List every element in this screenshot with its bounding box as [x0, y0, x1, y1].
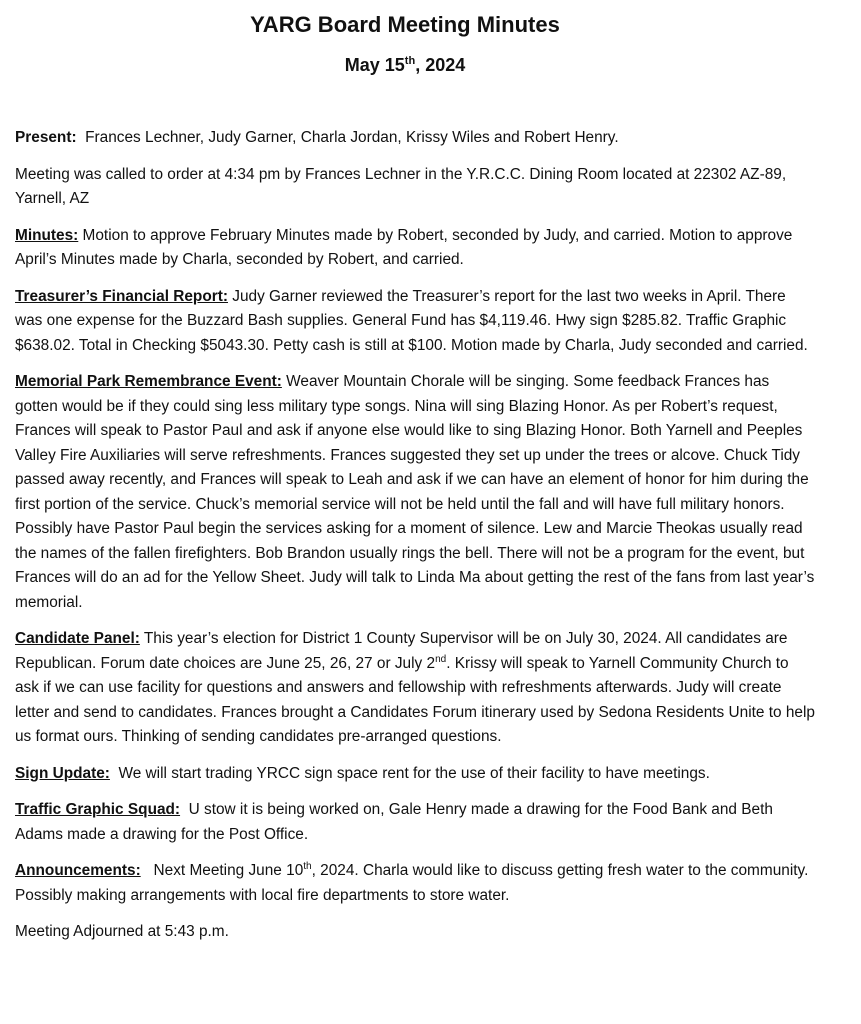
announcements-text-continued: , 2024. Charla would like to discuss getting fresh water to the community. Possibly making arrangements with local fire departments to store water. — [15, 862, 809, 904]
announcements-text: Next Meeting June 10 — [140, 862, 304, 879]
candidate-text-continued: . Krissy will speak to Yarnell Community Church to ask if we can use facility for questions and answers and fellowship with refreshments afterwards. Judy will create letter and send to candidates. Frances brought a Candidates Forum itinerary used by Sedona Residents Unite to help us format ours. Thinking of sending candidates pre-arranged questions. — [15, 654, 815, 745]
candidate-date-suffix: nd — [435, 653, 447, 665]
announcements-label: Announcements: — [15, 862, 141, 879]
announcements-paragraph — [15, 859, 815, 908]
treasurer-paragraph — [15, 285, 815, 359]
present-text: Frances Lechner, Judy Garner, Charla Jordan, Krissy Wiles and Robert Henry. — [76, 129, 619, 146]
sign-update-text: We will start trading YRCC sign space rent for the use of their facility to have meetings. — [109, 764, 710, 782]
treasurer-text: Judy Garner reviewed the Treasurer’s report for the last two weeks in April. There was one expense for the Buzzard Bash supplies. General Fund has $4,119.46. Hwy sign $285.82. Traffic Graphic $638.02. Total in Checking $5043.30. Petty cash is still at $100. Motion made by Charla, Judy seconded and carried. — [15, 287, 808, 354]
memorial-label: Memorial Park Remembrance Event: — [15, 373, 282, 390]
traffic-text: U stow it is being worked on, Gale Henry made a drawing for the Food Bank and Beth Adams made a drawing for the Post Office. — [15, 801, 777, 843]
minutes-label: Minutes: — [15, 226, 79, 244]
present-label: Present: — [15, 129, 77, 146]
candidate-paragraph — [15, 627, 815, 750]
memorial-paragraph — [15, 370, 815, 615]
minutes-body — [15, 126, 815, 957]
announcements-date-suffix: th — [303, 860, 312, 872]
traffic-paragraph — [15, 798, 815, 847]
sign-update-label: Sign Update: — [15, 764, 110, 782]
minutes-text: Motion to approve February Minutes made by Robert, seconded by Judy, and carried. Motion to approve April’s Minutes made by Charla, seconded by Robert, and carried. — [15, 226, 793, 268]
date-text: May 15 — [344, 55, 405, 75]
treasurer-label: Treasurer’s Financial Report: — [15, 287, 228, 305]
date-year: , 2024 — [415, 55, 466, 75]
present-paragraph — [15, 126, 815, 151]
memorial-text: Weaver Mountain Chorale will be singing. Some feedback Frances has gotten would be if they could sing less military type songs. Nina will sing Blazing Honor. As per Robert’s request, Frances will speak to Pastor Paul and ask if anyone else would like to sing Blazing Honor. Both Yarnell and Peeples Valley Fire Auxiliaries will serve refreshments. Frances suggested they set up under the trees or alcove. Chuck Tidy passed away recently, and Frances will speak to Leah and ask if we can have an element of honor for him during the first portion of the service. Chuck’s memorial service will not be held until the fall and will have full military honors. Possibly have Pastor Paul begin the services asking for a moment of silence. Lew and Marcie Theokas usually read the names of the fallen firefighters. Bob Brandon usually rings the bell. There will not be a program for the event, but Frances will do an ad for the Yellow Sheet. Judy will talk to Linda Ma about getting the rest of the fans from last year’s memorial. — [15, 373, 815, 611]
traffic-label: Traffic Graphic Squad: — [15, 801, 181, 818]
document-date — [0, 52, 810, 78]
candidate-text: This year’s election for District 1 County Supervisor will be on July 30, 2024. All candidates are Republican. Forum date choices are June 25, 26, 27 or July 2 — [15, 630, 788, 672]
date-suffix: th — [404, 55, 416, 67]
adjourned-paragraph: Meeting Adjourned at 5:43 p.m. — [15, 923, 229, 940]
sign-update-paragraph — [15, 762, 815, 787]
call-to-order-paragraph: Meeting was called to order at 4:34 pm by Frances Lechner in the Y.R.C.C. Dining Room located at 22302 AZ-89, Yarnell, AZ — [15, 165, 787, 207]
minutes-paragraph — [15, 224, 815, 273]
candidate-label: Candidate Panel: — [15, 630, 140, 647]
document-title: YARG Board Meeting Minutes — [250, 12, 560, 37]
